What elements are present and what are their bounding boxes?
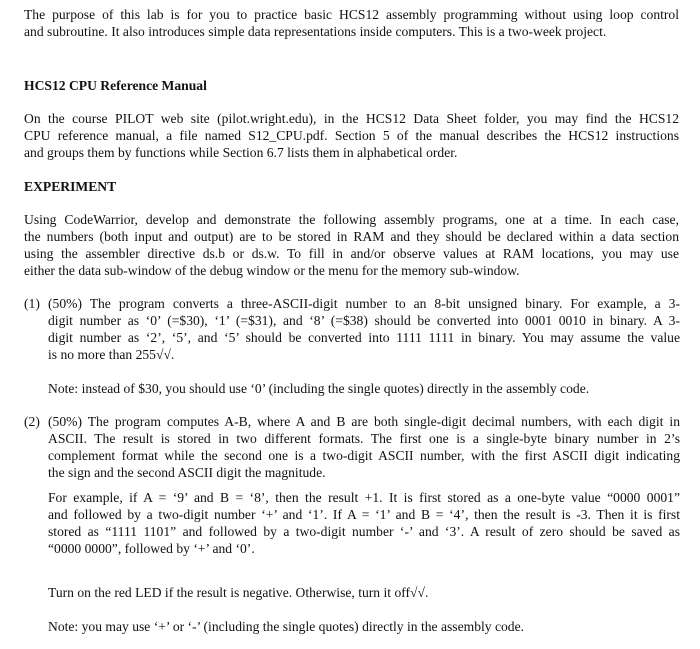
reference-line: and groups them by functions while Section 6.7 lists them in alphabetical order.	[24, 145, 458, 160]
item-2-paragraph	[48, 413, 680, 481]
reference-paragraph	[24, 110, 679, 161]
intro-paragraph	[24, 6, 679, 40]
item-2-example-line: stored as “1111 1101” and followed by a two-digit number ‘-’ and ‘3’. A result of zero should be saved as	[48, 524, 680, 539]
item-1-note-line: Note: instead of $30, you should use ‘0’ (including the single quotes) directly in the assembly code.	[48, 381, 590, 396]
reference-heading: HCS12 CPU Reference Manual	[24, 78, 207, 93]
item-1-line: (50%) The program converts a three-ASCII-digit number to an 8-bit unsigned binary. For example, a 3-	[48, 296, 680, 311]
experiment-line: either the data sub-window of the debug window or the menu for the memory sub-window.	[24, 263, 520, 278]
experiment-line: the numbers (both input and output) are to be stored in RAM and they should be declared within a data section	[24, 229, 679, 244]
item-2-example-line: and followed by a two-digit number ‘+’ and ‘1’. If A = ‘1’ and B = ‘4’, then the result is -3. Then it is first	[48, 507, 680, 522]
item-2-line: the sign and the second ASCII digit the magnitude.	[48, 465, 326, 480]
item-2-number: (2)	[24, 414, 40, 429]
item-1-note	[48, 380, 680, 397]
item-2-line: ASCII. The result is stored in two different formats. The first one is a single-byte binary number in 2’s	[48, 431, 680, 446]
item-2-note	[48, 618, 680, 635]
item-2-line: (50%) The program computes A-B, where A and B are both single-digit decimal numbers, with each digit in	[48, 414, 680, 429]
experiment-line: Using CodeWarrior, develop and demonstrate the following assembly programs, one at a time. In each case,	[24, 212, 679, 227]
reference-line: CPU reference manual, a file named S12_CPU.pdf. Section 5 of the manual describes the HCS12 instructions	[24, 128, 679, 143]
item-2-example-paragraph	[48, 489, 680, 557]
item-1-number: (1)	[24, 296, 40, 311]
item-2-example-line: “0000 0000”, followed by ‘+’ and ‘0’.	[48, 541, 255, 556]
experiment-paragraph	[24, 211, 679, 279]
intro-line: and subroutine. It also introduces simple data representations inside computers. This is a two-week project.	[24, 24, 607, 39]
item-2-line: complement format while the second one is a two-digit ASCII number, with the first ASCII digit indicating	[48, 448, 680, 463]
item-2-led-instruction	[48, 584, 680, 601]
item-1-line: digit number as ‘2’, ‘5’, and ‘5’ should be converted into 1111 1111 in binary. You may assume the value	[48, 330, 680, 345]
reference-line: On the course PILOT web site (pilot.wright.edu), in the HCS12 Data Sheet folder, you may find the HCS12	[24, 111, 679, 126]
item-2-note-line: Note: you may use ‘+’ or ‘-’ (including the single quotes) directly in the assembly code.	[48, 619, 525, 634]
item-2-led-line: Turn on the red LED if the result is negative. Otherwise, turn it off√√.	[48, 585, 429, 600]
item-2-example-line: For example, if A = ‘9’ and B = ‘8’, then the result +1. It is first stored as a one-byte value “0000 0001”	[48, 490, 680, 505]
intro-line: The purpose of this lab is for you to practice basic HCS12 assembly programming without using loop control	[24, 7, 679, 22]
experiment-line: using the assembler directive ds.b or ds.w. To fill in and/or observe values at RAM locations, you may use	[24, 246, 679, 261]
item-1-paragraph	[48, 295, 680, 363]
item-1-line: is no more than 255√√.	[48, 347, 175, 362]
item-1-line: digit number as ‘0’ (=$30), ‘1’ (=$31), and ‘8’ (=$38) should be converted into 0001 0010 in binary. A 3-	[48, 313, 680, 328]
experiment-heading: EXPERIMENT	[24, 179, 117, 194]
